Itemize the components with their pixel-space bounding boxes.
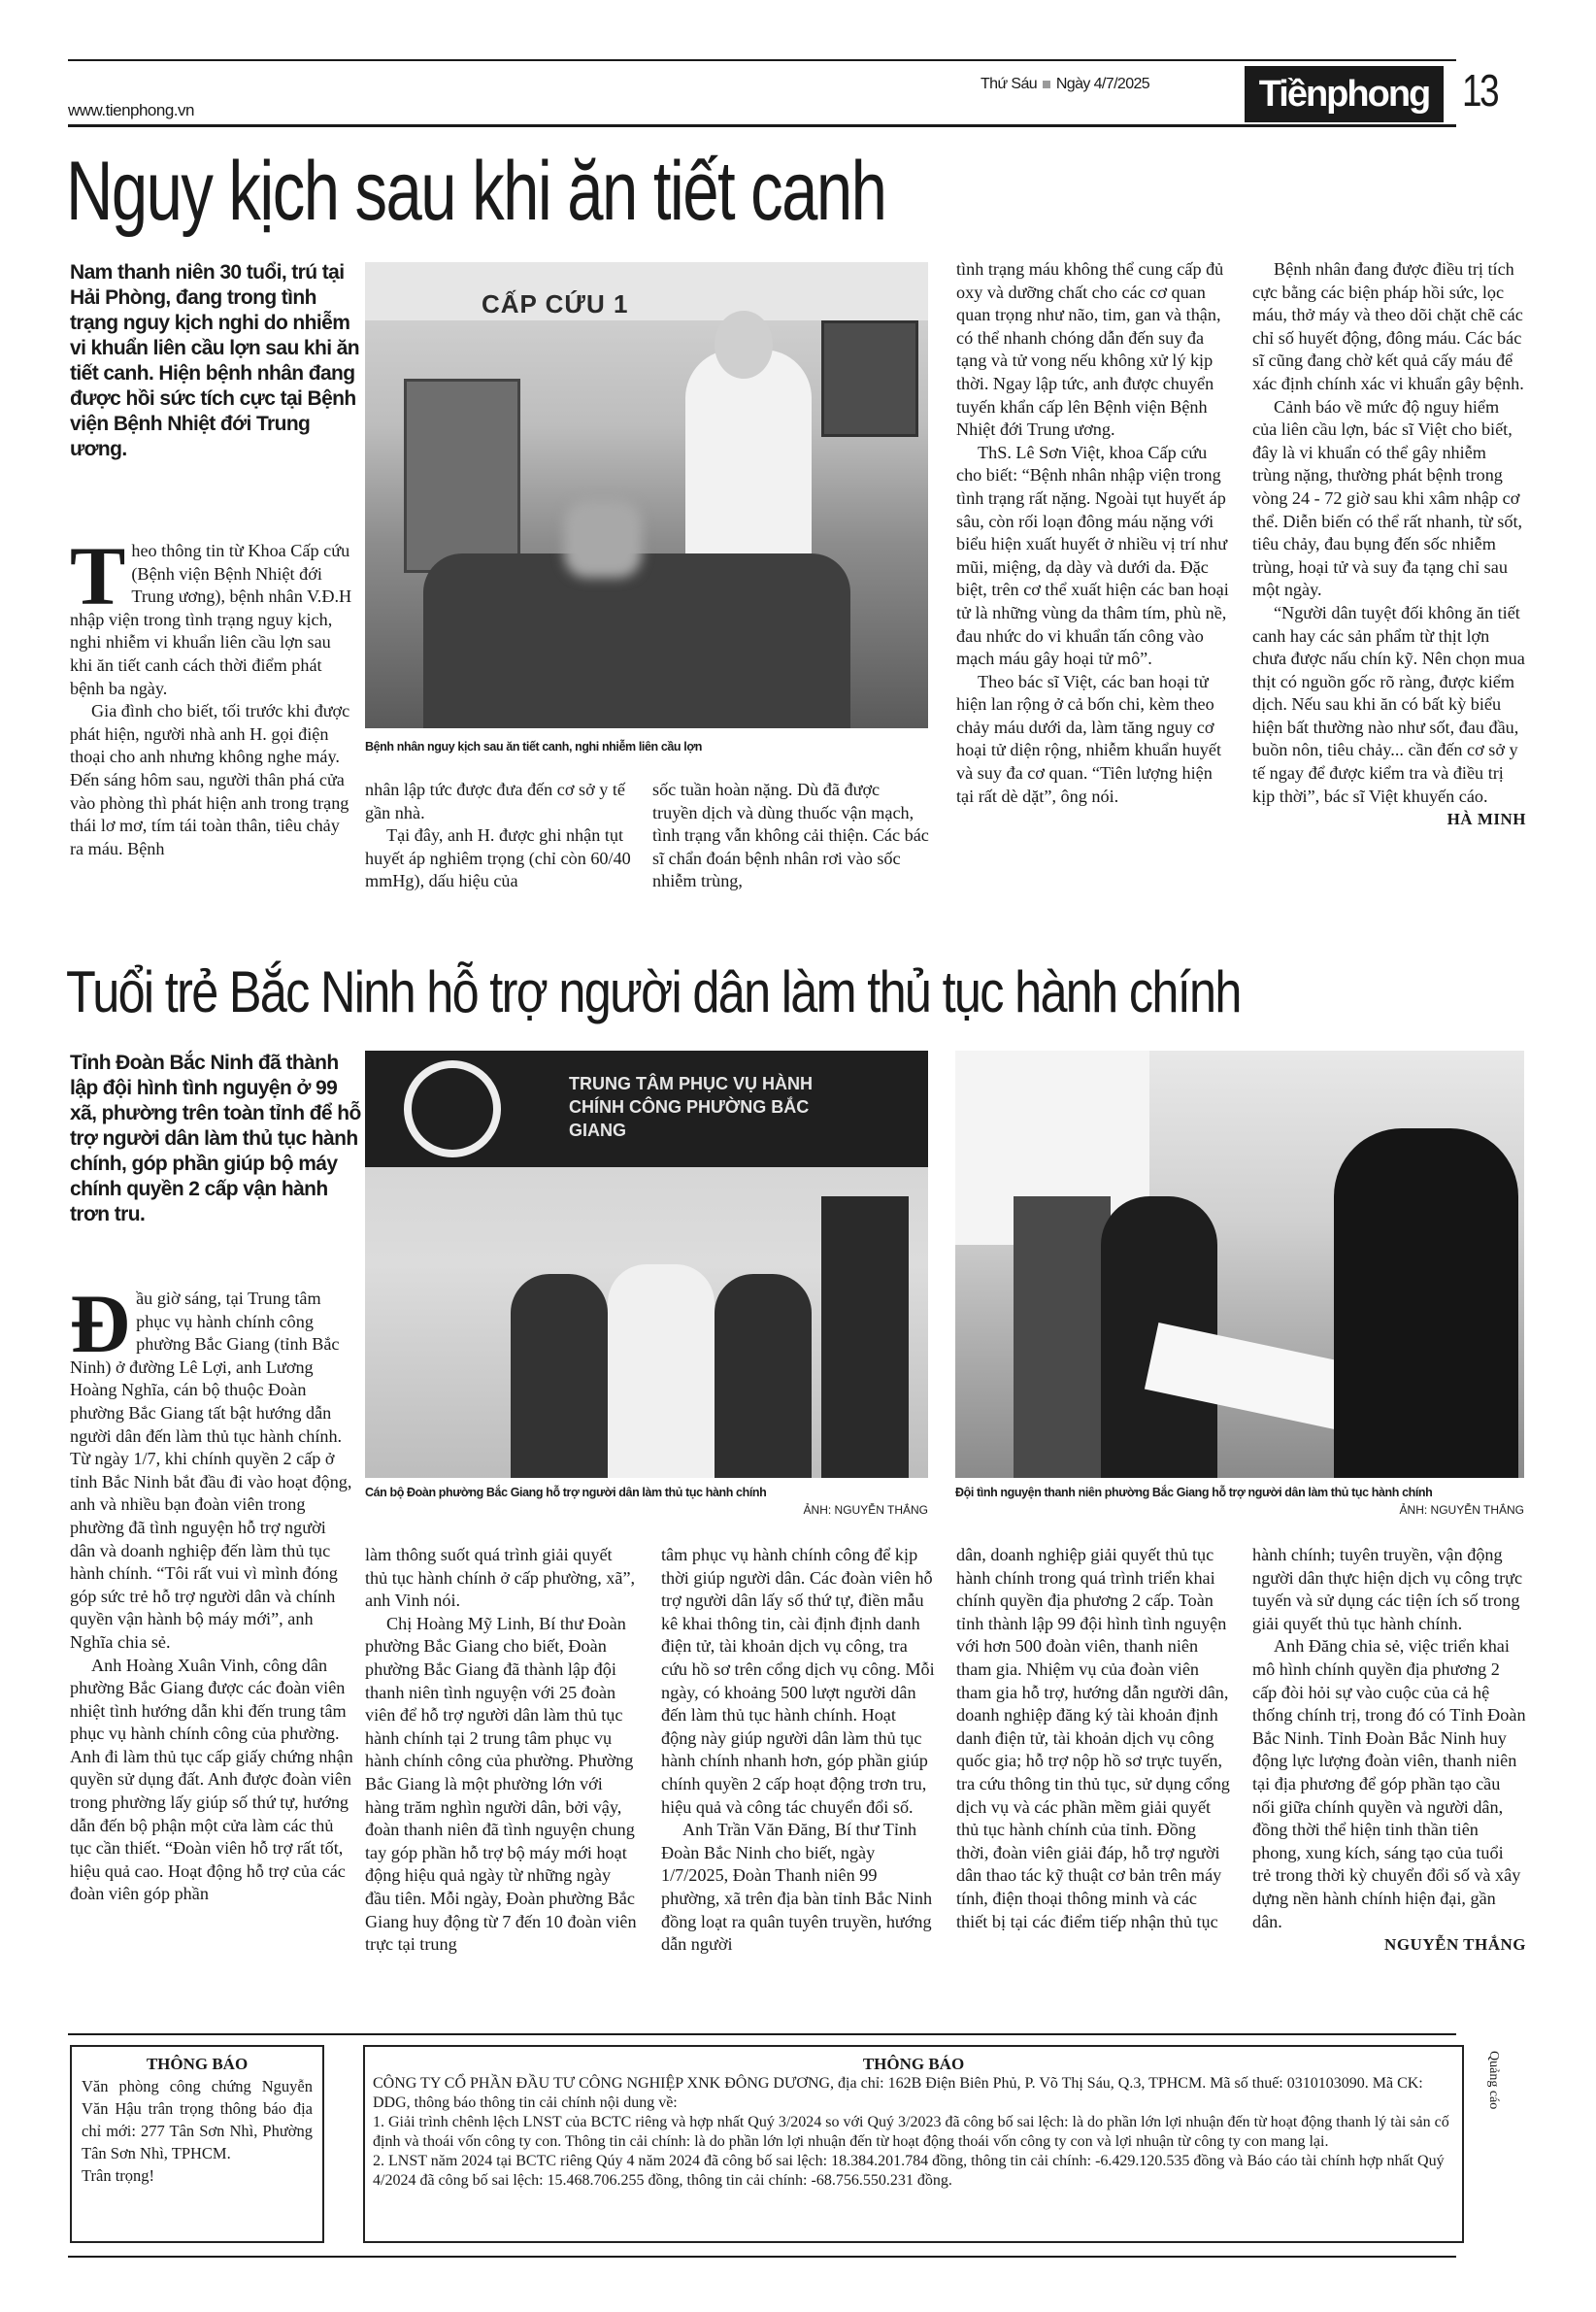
photo-person-center <box>608 1264 715 1478</box>
dropcap: T <box>70 529 126 622</box>
notice-box-2 <box>363 2045 1464 2243</box>
article1-col4-p2: ThS. Lê Sơn Việt, khoa Cấp cứu cho biết: “Bệnh nhân nhập viện trong tình trạng rất nặng. Ngoài tụt huyết áp sâu, còn rối loạn đông máu nặng với biểu hiện xuất huyết ở nhiều vị trí như mũi, miệng, dạ dày và dưới da. Đặc biệt, trên cơ thể xuất hiện các ban hoại tử là những vùng da thâm tím, phù nề, đau nhức do vi khuẩn tấn công vào mạch máu gây hoại tử mô”. <box>956 442 1229 669</box>
article2-photo2-caption: Đội tình nguyện thanh niên phường Bắc Giang hỗ trợ người dân làm thủ tục hành chính <box>955 1486 1433 1499</box>
photo-sign: CẤP CỨU 1 <box>482 289 629 318</box>
article1-headline: Nguy kịch sau khi ăn tiết canh <box>66 145 886 238</box>
newspaper-logo <box>1245 66 1444 122</box>
notice2-title: THÔNG BÁO <box>862 2055 965 2073</box>
article1-photo <box>365 262 928 728</box>
photo-blurred-face <box>564 500 642 578</box>
logo-text: Tiềnphong <box>1258 73 1430 115</box>
article1-col1 <box>70 529 353 860</box>
article2-col2-p2: Chị Hoàng Mỹ Linh, Bí thư Đoàn phường Bắc Giang cho biết, Đoàn phường Bắc Giang đã thành lập đội thanh niên tình nguyện với 25 đoàn viên để hỗ trợ người dân làm thủ tục hành chính tại 2 trung tâm phục vụ hành chính công của phường. Phường Bắc Giang là một phường lớn với hàng trăm nghìn người dân, bởi vậy, đoàn thanh niên đã tình nguyện chung tay góp phần hỗ trợ bộ máy mới hoạt động hiệu quả ngày từ những ngày đầu tiên. Mỗi ngày, Đoàn phường Bắc Giang huy động từ 7 đến 10 đoàn viên trực tại trung <box>365 1613 637 1955</box>
article2-col4-p1: dân, doanh nghiệp giải quyết thủ tục hành chính trong quá trình triển khai chính quyền địa phương 2 cấp. Toàn tỉnh thành lập 99 đội hình tình nguyện với hơn 500 đoàn viên, thanh niên tham gia. Nhiệm vụ của đoàn viên tham gia hỗ trợ, hướng dẫn người dân, doanh nghiệp đăng ký tài khoản định danh điện tử, tài khoản dịch vụ công quốc gia; hỗ trợ nộp hồ sơ trực tuyến, tra cứu thông tin thủ tục, sử dụng cổng dịch vụ và các phần mềm giải quyết thủ tục hành chính của tỉnh. Đồng thời, đoàn viên giải đáp, hỗ trợ người dân thao tác kỹ thuật cơ bản trên máy tính, điện thoại thông minh và các thiết bị tại các điểm tiếp nhận thủ tục <box>956 1545 1230 1931</box>
article1-col2-p1: nhân lập tức được đưa đến cơ sở y tế gần nhà. <box>365 780 626 822</box>
article1-col3-p1: sốc tuần hoàn nặng. Dù đã được truyền dịch và dùng thuốc vận mạch, tình trạng vẫn không cải thiện. Các bác sĩ chẩn đoán bệnh nhân rơi vào sốc nhiễm trùng, <box>652 780 929 891</box>
photo-kiosk <box>1014 1196 1111 1478</box>
notice1-closing: Trân trọng! <box>82 2166 155 2185</box>
notice1-title: THÔNG BÁO <box>146 2055 249 2073</box>
article1-col2-p2: Tại đây, anh H. được ghi nhận tụt huyết áp nghiêm trọng (chỉ còn 60/40 mmHg), dấu hiệu của <box>365 825 631 891</box>
website-url[interactable]: www.tienphong.vn <box>68 101 194 119</box>
notices-top-rule <box>68 2033 1456 2035</box>
article1-col1-p1: Theo thông tin từ Khoa Cấp cứu (Bệnh viện Bệnh Nhiệt đới Trung ương), bệnh nhân V.Đ.H nhập viện trong tình trạng nguy kịch, nghi nhiễm vi khuẩn liên cầu lợn sau khi ăn tiết canh cách thời điểm phát bệnh ba ngày. <box>70 529 352 698</box>
photo-man <box>1334 1128 1518 1478</box>
article1-col4-p1: tình trạng máu không thể cung cấp đủ oxy và dưỡng chất cho các cơ quan quan trọng như não, tim, gan và thận, có thể nhanh chóng dẫn đến suy đa tạng và tử vong nếu không xử lý kịp thời. Ngay lập tức, anh được chuyển tuyến khẩn cấp lên Bệnh viện Bệnh Nhiệt đới Trung ương. <box>956 259 1224 440</box>
article2-headline: Tuổi trẻ Bắc Ninh hỗ trợ người dân làm thủ tục hành chính <box>66 959 1241 1024</box>
article2-col3 <box>661 1544 935 1957</box>
photo-person-left <box>511 1274 608 1478</box>
article2-photo1-credit: ẢNH: NGUYỄN THẮNG <box>803 1503 928 1517</box>
article1-col5-p3: “Người dân tuyệt đối không ăn tiết canh hay các sản phẩm từ thịt lợn chưa được nấu chín kỹ. Nên chọn mua thịt có nguồn gốc rõ ràng, được kiểm dịch. Nếu sau khi ăn có bất kỳ biểu hiện bất thường nào như sốt, đau đầu, buồn nôn, tiêu chảy... cần đến cơ sở y tế ngay để được kiểm tra và điều trị kịp thời”, bác sĩ Việt khuyến cáo. <box>1252 602 1525 806</box>
article1-col5-p2: Cảnh báo về mức độ nguy hiểm của liên cầu lợn, bác sĩ Việt cho biết, đây là vi khuẩn có thể gây nhiễm trùng nặng, thường phát bệnh trong vòng 24 - 72 giờ sau khi xâm nhập cơ thể. Diễn biến có thể rất nhanh, từ sốt, tiêu chảy, đau bụng đến sốc nhiễm trùng, hoại tử và suy đa tạng chỉ sau một ngày. <box>1252 396 1523 600</box>
photo-banner-text: TRUNG TÂM PHỤC VỤ HÀNH CHÍNH CÔNG PHƯỜNG BẮC GIANG <box>569 1074 813 1140</box>
bottom-rule <box>68 2256 1456 2258</box>
notice2-line1: CÔNG TY CỔ PHẦN ĐẦU TƯ CÔNG NGHIỆP XNK ĐÔNG DƯƠNG, địa chỉ: 162B Điện Biên Phủ, P. Võ Thị Sáu, Q.3, TPHCM. Mã số thuế: 0310103090. Mã CK: DDG, thông báo thông tin cải chính nội dung về: <box>373 2075 1423 2111</box>
article1-col5 <box>1252 258 1526 831</box>
article2-col2 <box>365 1544 637 1957</box>
article2-col1-p1: Đầu giờ sáng, tại Trung tâm phục vụ hành chính công phường Bắc Giang (tỉnh Bắc Ninh) ở đường Lê Lợi, anh Lương Hoàng Nghĩa, cán bộ thuộc Đoàn phường Bắc Giang tất bật hướng dẫn người dân đến làm thủ tục hành chính. Từ ngày 1/7, khi chính quyền 2 cấp ở tỉnh Bắc Ninh bắt đầu đi vào hoạt động, anh và nhiều bạn đoàn viên trong phường đã tình nguyện hỗ trợ người dân và doanh nghiệp đến làm thủ tục hành chính. “Tôi rất vui vì mình đóng góp sức trẻ hỗ trợ người dân và chính quyền vận hành bộ máy mới”, anh Nghĩa chia sẻ. <box>70 1277 352 1652</box>
article2-photo1 <box>365 1051 928 1478</box>
top-rule <box>68 59 1456 61</box>
article2-col3-p2: Anh Trần Văn Đăng, Bí thư Tỉnh Đoàn Bắc Ninh cho biết, ngày 1/7/2025, Đoàn Thanh niên 99 phường, xã trên địa bàn tỉnh Bắc Ninh đồng loạt ra quân tuyên truyền, hướng dẫn người <box>661 1820 933 1955</box>
article1-col4 <box>956 258 1230 808</box>
issue-date-text: Ngày 4/7/2025 <box>1055 76 1150 92</box>
article1-lead: Nam thanh niên 30 tuổi, trú tại Hải Phòng, đang trong tình trạng nguy kịch nghi do nhiễm vi khuẩn liên cầu lợn sau khi ăn tiết canh. Hiện bệnh nhân đang được hồi sức tích cực tại Bệnh viện Bệnh Nhiệt đới Trung ương. <box>70 261 359 460</box>
notice2-item2: 2. LNST năm 2024 tại BCTC riêng Qúy 4 năm 2024 đã công bố sai lệch: 18.384.201.784 đồng, thông tin cải chính: -6.429.120.535 đồng và Báo cáo tài chính hợp nhất Quý 4/2024 đã công bố sai lệch: 15.468.706.255 đồng, thông tin cải chính: -68.756.550.231 đồng. <box>373 2153 1445 2189</box>
article1-col3 <box>652 779 929 893</box>
photo-doctor-head <box>715 311 773 379</box>
article1-col4-p3: Theo bác sĩ Việt, các ban hoại tử hiện lan rộng ở cả bốn chi, kèm theo chảy máu dưới da, làm tăng nguy cơ hoại tử diện rộng, nhiễm khuẩn huyết và suy đa cơ quan. “Tiên lượng hiện tại rất dè dặt”, ông nói. <box>956 671 1222 806</box>
photo-door <box>821 1196 909 1478</box>
article2-photo1-caption: Cán bộ Đoàn phường Bắc Giang hỗ trợ người dân làm thủ tục hành chính <box>365 1486 767 1499</box>
article2-col2-p1: làm thông suốt quá trình giải quyết thủ tục hành chính ở cấp phường, xã”, anh Vinh nói. <box>365 1545 636 1611</box>
photo-hands-logo <box>404 1060 501 1157</box>
notice-box-1 <box>70 2045 324 2243</box>
article2-byline: NGUYỄN THẮNG <box>1384 1935 1526 1955</box>
issue-date <box>981 76 1149 93</box>
article1-col5-p1: Bệnh nhân đang được điều trị tích cực bằng các biện pháp hồi sức, lọc máu, thở máy và theo dõi chặt chẽ các chỉ số huyết động, đông máu. Các bác sĩ cũng đang chờ kết quả cấy máu để xác định chính xác vi khuẩn gây bệnh. <box>1252 259 1524 393</box>
article2-photo2-credit: ẢNH: NGUYỄN THẮNG <box>1399 1503 1524 1517</box>
notice1-body: Văn phòng công chứng Nguyễn Văn Hậu trân trọng thông báo địa chỉ mới: 277 Tân Sơn Nhì, Phường Tân Sơn Nhì, TPHCM. <box>82 2077 313 2162</box>
date-separator-icon <box>1043 81 1050 88</box>
article1-photo-caption: Bệnh nhân nguy kịch sau ăn tiết canh, nghi nhiễm liên cầu lợn <box>365 740 703 754</box>
article1-byline: HÀ MINH <box>1446 810 1526 829</box>
article1-col1-p2: Gia đình cho biết, tối trước khi được phát hiện, người nhà anh H. gọi điện thoại cho anh nhưng không nghe máy. Đến sáng hôm sau, người thân phá cửa vào phòng thì phát hiện anh trong trạng thái lơ mơ, tím tái toàn thân, tiêu chảy ra máu. Bệnh <box>70 701 350 858</box>
article2-lead: Tỉnh Đoàn Bắc Ninh đã thành lập đội hình tình nguyện ở 99 xã, phường trên toàn tỉnh để hỗ trợ người dân làm thủ tục hành chính, góp phần giúp bộ máy chính quyền 2 cấp vận hành trơn tru. <box>70 1052 361 1225</box>
page-number: 13 <box>1462 65 1498 116</box>
article2-col1-p2: Anh Hoàng Xuân Vinh, công dân phường Bắc Giang được các đoàn viên nhiệt tình hướng dẫn khi đến trung tâm phục vụ hành chính công của phường. Anh đi làm thủ tục cấp giấy chứng nhận quyền sử dụng đất. Anh được đoàn viên trong phường lấy giúp số thứ tự, hướng dẫn đến bộ phận một cửa làm các thủ tục cần thiết. “Đoàn viên hỗ trợ rất tốt, hiệu quả cao. Hoạt động hỗ trợ của các đoàn viên góp phần <box>70 1655 353 1904</box>
article2-col3-p1: tâm phục vụ hành chính công để kịp thời giúp người dân. Các đoàn viên hỗ trợ người dân lấy số thứ tự, điền mẫu kê khai thông tin, cài định định danh điện tử, tài khoản dịch vụ công, tra cứu hồ sơ trên cổng dịch vụ công. Mỗi ngày, có khoảng 500 lượt người dân đến làm thủ tục hành chính. Hoạt động này giúp người dân làm thủ tục hành chính nhanh hơn, góp phần giúp chính quyền 2 cấp hoạt động trơn tru, hiệu quả và công tác chuyển đổi số. <box>661 1545 935 1817</box>
article2-photo2 <box>955 1051 1524 1478</box>
article2-col5-p1: hành chính; tuyên truyền, vận động người dân thực hiện dịch vụ công trực tuyến và sử dụng các tiện ích số trong giải quyết thủ tục hành chính. <box>1252 1545 1523 1633</box>
article2-col1 <box>70 1277 353 1906</box>
article2-col5 <box>1252 1544 1526 1957</box>
photo-ceiling <box>365 262 928 320</box>
photo-monitor-right <box>821 320 918 437</box>
article2-col5-p2: Anh Đăng chia sẻ, việc triển khai mô hình chính quyền địa phương 2 cấp đòi hỏi sự vào cuộc của cả hệ thống chính trị, trong đó có Tỉnh Đoàn Bắc Ninh. Tỉnh Đoàn Bắc Ninh huy động lực lượng đoàn viên, thanh niên tại địa phương để góp phần tạo cầu nối giữa chính quyền và người dân, đồng thời thể hiện tinh thần tiên phong, xung kích, sáng tạo của tuổi trẻ trong thời kỳ chuyển đổi số và xây dựng nền hành chính hiện đại, gần dân. <box>1252 1636 1526 1931</box>
photo-person-right <box>715 1274 812 1478</box>
photo-patient <box>423 553 850 728</box>
photo-monitor <box>404 379 520 573</box>
article2-col4 <box>956 1544 1230 1933</box>
advertisement-label: Quảng cáo <box>1486 2051 1501 2110</box>
dropcap: Đ <box>70 1277 131 1370</box>
masthead-rule <box>68 124 1456 127</box>
article1-col2 <box>365 779 632 893</box>
issue-day: Thứ Sáu <box>981 76 1038 92</box>
notice2-item1: 1. Giải trình chênh lệch LNST của BCTC riêng và hợp nhất Quý 3/2024 so với Quý 3/2023 đã công bố sai lệch: là do phần lớn lợi nhuận đến từ hoạt động thanh lý tài sản cố định và thoái vốn công ty con. Thông tin cải chính: là do phần lớn lợi nhuận đến từ hoạt động thoái vốn công ty con và lợi nhuận từ công ty con mang lại. <box>373 2114 1449 2150</box>
